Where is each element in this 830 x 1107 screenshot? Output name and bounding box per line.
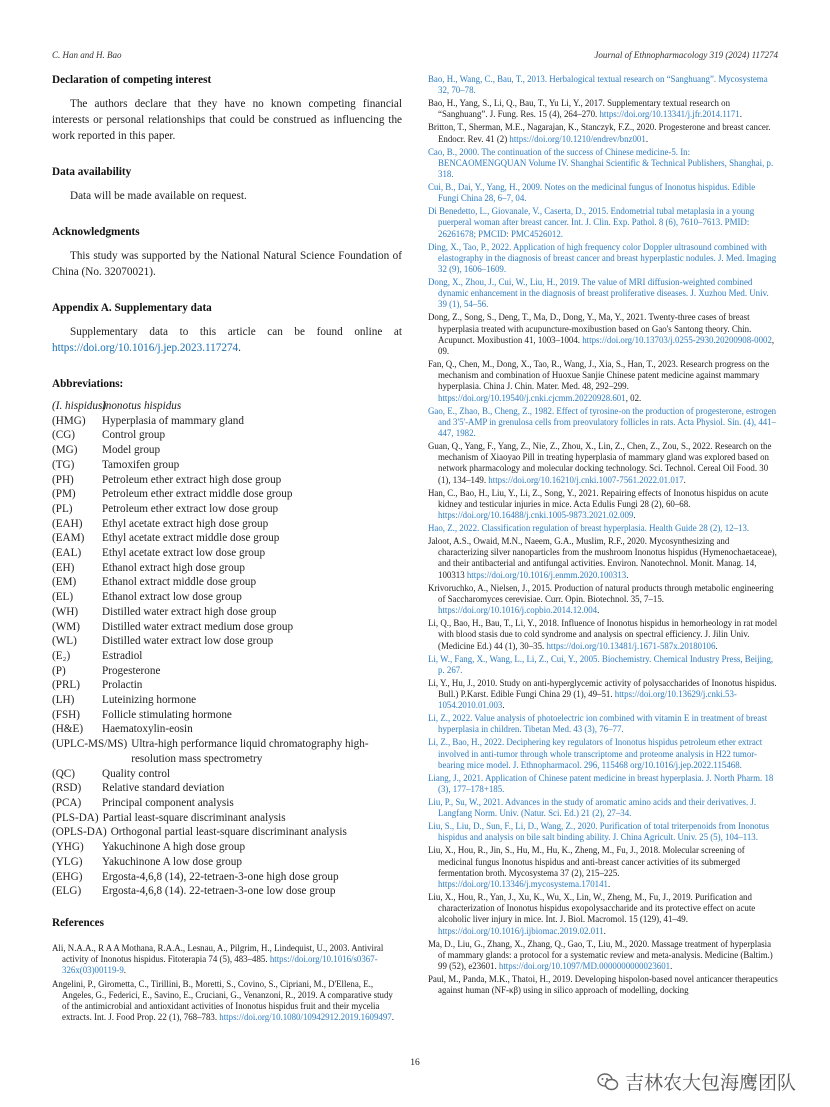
reference-item: Jaloot, A.S., Owaid, M.N., Naeem, G.A., Muslim, R.F., 2020. Mycosynthesizing and characterizing silver nanoparticles from the mushroom Inonotus hispidus (Hymenochaetaceae), and their antibacterial and antifungal activities. Environ. Nanotechnol. Monit. Manag. 14, 100313 https://doi.org/10.1016/j.enmm.2020.100313. — [428, 536, 777, 580]
reference-item: Li, Z., 2022. Value analysis of photoelectric ion combined with vitamin E in treatment of breast hyperplasia in children. Tibetan Med. 43 (3), 76–77. — [428, 713, 768, 735]
wechat-icon — [597, 1072, 619, 1092]
abbreviation-item — [52, 811, 402, 826]
abbreviation-definition: Tamoxifen group — [102, 458, 180, 471]
abbreviation-key: (PH) — [52, 473, 74, 486]
abbreviation-item — [52, 502, 402, 517]
reference-item: Liang, J., 2021. Application of Chinese patent medicine in breast hyperplasia. J. North Pharm. 18 (3), 177–178+185. — [428, 772, 774, 794]
section-heading: Appendix A. Supplementary data — [52, 302, 212, 314]
abbreviation-definition: Luteinizing hormone — [102, 694, 197, 707]
section-heading: References — [52, 916, 104, 929]
abbreviation-key: (PL) — [52, 502, 73, 515]
abbreviation-key: (EH) — [52, 561, 75, 574]
reference-item: Cao, B., 2000. The continuation of the success of Chinese medicine-5. In: BENCAOMENGQUAN Volume IV. Shanghai Scientific & Technical Publishers, Shanghai, p. 318. — [428, 146, 774, 180]
section-heading: Declaration of competing interest — [52, 74, 212, 86]
abbreviation-definition: Ethyl acetate extract middle dose group — [102, 532, 280, 545]
doi-link[interactable]: https://doi.org/10.1016/s0367-326x(03)00119-9 — [62, 954, 378, 976]
reference-list-left — [52, 943, 402, 1023]
abbreviation-item — [52, 693, 402, 708]
abbreviation-definition: Inonotus hispidus — [102, 400, 182, 412]
abbreviation-key: (PCA) — [52, 796, 82, 809]
abbreviation-definition: Orthogonal partial least-square discriminant analysis — [110, 826, 347, 839]
abbreviation-key: (YLG) — [52, 855, 83, 868]
reference-item: Guan, Q., Yang, F., Yang, Z., Nie, Z., Zhou, X., Lin, Z., Chen, Z., Zou, S., 2022. Research on the mechanism of Xiaoyao Pill in treating hyperplasia of mammary gland was explored based on network pharmacology and molecular docking technology. Sci. Technol. Cereal Oil Food. 30 (1), 134–149. https://doi.org/10.16210/j.cnki.1007-7561.2022.01.017. — [428, 441, 772, 485]
abbreviation-definition: Ethyl acetate extract high dose group — [102, 517, 269, 530]
data-availability-section — [52, 166, 402, 204]
left-column — [52, 74, 402, 1035]
doi-link[interactable]: https://doi.org/10.13346/j.mycosystema.170141 — [438, 878, 608, 889]
doi-link[interactable]: https://doi.org/10.13703/j.0255-2930.20200908-0002 — [582, 334, 772, 345]
abbreviation-definition: Petroleum ether extract high dose group — [102, 473, 282, 486]
reference-item: Liu, P., Su, W., 2021. Advances in the study of aromatic amino acids and their derivatives. J. Langfang Norm. Univ. (Natur. Sci. Ed.) 21 (2), 27–34. — [428, 796, 757, 819]
abbreviation-item — [52, 546, 402, 561]
abbreviation-item — [52, 825, 402, 840]
abbreviation-definition: Yakuchinone A low dose group — [102, 855, 242, 868]
section-text: Supplementary data to this article can be found online at https://doi.org/10.1016/j.jep.2023.117274. — [52, 326, 402, 354]
doi-link[interactable]: https://doi.org/10.13481/j.1671-587x.20180106 — [546, 640, 716, 651]
reference-item: Bao, H., Yang, S., Li, Q., Bau, T., Yu Li, Y., 2017. Supplementary textual research on “Sanghuang”. J. Fung. Res. 15 (4), 264–270. https://doi.org/10.13341/j.jfr.2014.1171. — [428, 98, 742, 120]
reference-item: Di Benedetto, L., Giovanale, V., Caserta, D., 2015. Endometrial tubal metaplasia in a young puerperal woman after breast cancer. Int. J. Clin. Exp. Pathol. 8 (6), 7610–7613. PMID: 26261678; PMCID: PMC4526012. — [428, 206, 755, 239]
reference-item: Liu, S., Liu, D., Sun, F., Li, D., Wang, Z., 2020. Purification of total triterpenoids from Inonotus hispidus and analysis on bile salt binding ability. J. China Agricult. Univ. 25 (5), 104–113. — [428, 821, 770, 843]
abbreviation-key: (WM) — [52, 620, 80, 633]
doi-link[interactable]: https://doi.org/10.16488/j.cnki.1005-9873.2021.02.009 — [438, 510, 634, 521]
abbreviation-key: (RSD) — [52, 782, 82, 795]
doi-link[interactable]: https://doi.org/10.13629/j.cnki.53-1054.2010.01.003 — [438, 688, 737, 711]
abbreviation-key: (H&E) — [52, 723, 84, 736]
abbreviation-item — [52, 473, 402, 488]
abbreviation-key: (EHG) — [52, 870, 83, 883]
doi-link[interactable]: https://doi.org/10.1097/MD.0000000000023601 — [498, 960, 671, 971]
abbreviation-key: (FSH) — [52, 708, 80, 721]
page-number: 16 — [410, 1058, 420, 1068]
abbreviation-key: (I. hispidus) — [52, 400, 107, 412]
reference-item: Ding, X., Tao, P., 2022. Application of high frequency color Doppler ultrasound combined with elastography in the diagnosis of breast cancer and breast hyperplastic nodules. J. Med. Imaging 32 (9), 1606–1609. — [428, 241, 777, 275]
reference-item: Li, W., Fang, X., Wang, L., Li, Z., Cui, Y., 2005. Biochemistry. Chemical Industry Press, Beijing, p. 267. — [428, 653, 774, 675]
running-header-authors: C. Han and H. Bao — [52, 50, 122, 60]
abbreviation-key: (EL) — [52, 591, 74, 604]
references-section — [52, 917, 402, 1023]
abbreviation-definition: Ultra-high performance liquid chromatography high-resolution mass spectrometry — [131, 738, 369, 765]
watermark-text: 吉林农大包海鹰团队 — [625, 1072, 797, 1094]
abbreviation-key: (WL) — [52, 635, 77, 648]
abbreviation-key: (OPLS-DA) — [52, 826, 107, 839]
reference-item: Hao, Z., 2022. Classification regulation of breast hyperplasia. Health Guide 28 (2), 12–13. — [428, 523, 750, 534]
reference-item: Fan, Q., Chen, M., Dong, X., Tao, R., Wang, J., Xia, S., Han, T., 2023. Research progress on the mechanism and combination of Huoxue Sanjie Chinese patent medicine against mammary hyperplasia. China J. Chin. Mater. Med. 48, 292–299. https://doi.org/10.19540/j.cnki.cjcmm.20220928.601, 02. — [428, 359, 770, 403]
reference-item: Paul, M., Panda, M.K., Thatoi, H., 2019. Developing hispolon-based novel anticancer therapeutics against human (NF-κβ) using in silico approach of modelling, docking — [428, 973, 778, 996]
abbreviation-item — [52, 722, 402, 737]
abbreviation-definition: Model group — [102, 444, 161, 457]
abbreviation-definition: Quality control — [102, 767, 171, 780]
doi-link[interactable]: https://doi.org/10.1016/j.ijbiomac.2019.02.011 — [438, 925, 604, 936]
abbreviation-item — [52, 443, 402, 458]
abbreviation-key: (E₂) — [52, 649, 71, 662]
abbreviation-definition: Ethanol extract middle dose group — [102, 576, 257, 589]
abbreviation-definition: Distilled water extract low dose group — [102, 635, 274, 648]
acknowledgments-section — [52, 226, 402, 280]
abbreviation-item — [52, 620, 402, 635]
reference-item: Dong, Z., Song, S., Deng, T., Ma, D., Dong, Y., Ma, Y., 2021. Twenty-three cases of breast hyperplasia treated with acupuncture-moxibustion based on Gao's Santong theory. Chin. Acupunct. Moxibustion 41, 1003–1004. https://doi.org/10.13703/j.0255-2930.20200908-0002, 09. — [428, 312, 775, 357]
abbreviation-key: (TG) — [52, 458, 75, 471]
section-text: Data will be made available on request. — [70, 190, 247, 202]
supplementary-data-link[interactable]: https://doi.org/10.1016/j.jep.2023.117274 — [52, 342, 239, 354]
abbreviation-definition: Follicle stimulating hormone — [102, 708, 232, 721]
abbreviation-item — [52, 590, 402, 605]
reference-item: Gao, E., Zhao, B., Cheng, Z., 1982. Effect of tyrosine-on the production of progesterone, estrogen and 3'5'-AMP in grenulosa cells from preovulatory follicles in rats. Acta Physiol. Sin. (4), 441–447, 1982. — [428, 405, 777, 439]
abbreviation-item — [52, 840, 402, 855]
reference-item: Li, Z., Bao, H., 2022. Deciphering key regulators of Inonotus hispidus petroleum ether extract involved in anti-tumor through whole transcriptome and proteome analysis in H22 tumor-bearing mice model. J. Ethnopharmacol. 296, 115468 org/10.1016/j.jep.2022.115468. — [428, 737, 763, 770]
abbreviation-key: (EAH) — [52, 517, 83, 530]
abbreviation-item — [52, 737, 402, 766]
abbreviation-key: (LH) — [52, 694, 75, 707]
abbreviation-key: (PM) — [52, 488, 76, 501]
abbreviation-key: (EAM) — [52, 532, 85, 545]
running-header-journal: Journal of Ethnopharmacology 319 (2024) 117274 — [594, 50, 778, 60]
reference-item: Dong, X., Zhou, J., Cui, W., Liu, H., 2019. The value of MRI diffusion-weighted combined dynamic enhancement in the diagnosis of breast proliferative diseases. J. Xuzhou Med. Univ. 39 (1), 54–56. — [428, 277, 769, 310]
section-heading: Data availability — [52, 166, 132, 178]
abbreviation-item — [52, 796, 402, 811]
abbreviation-item — [52, 517, 402, 532]
abbreviation-key: (WH) — [52, 605, 79, 618]
section-text: The authors declare that they have no known competing financial interests or personal relationships that could be construed as influencing the work reported in this paper. — [52, 98, 402, 142]
abbreviation-key: (PRL) — [52, 679, 80, 692]
abbreviation-key: (QC) — [52, 767, 75, 780]
abbreviation-item — [52, 487, 402, 502]
abbreviation-key: (EM) — [52, 576, 77, 589]
reference-item: Li, Y., Hu, J., 2010. Study on anti-hyperglycemic activity of polysaccharides of Inonotus hispidus. Bull.) P.Karst. Edible Fungi China 29 (1), 49–51. https://doi.org/10.13629/j.cnki.53-1054.2010.01.003. — [428, 677, 777, 711]
reference-item: Britton, T., Sherman, M.E., Nagarajan, K., Stanczyk, F.Z., 2020. Progesterone and breast cancer. Endocr. Rev. 41 (2) https://doi.org/10.1210/endrev/bnz001. — [428, 122, 771, 144]
right-column — [428, 74, 778, 998]
abbreviation-item — [52, 708, 402, 723]
abbreviation-definition: Distilled water extract high dose group — [102, 605, 277, 618]
abbreviation-item — [52, 649, 402, 664]
abbreviation-item — [52, 767, 402, 782]
abbreviations-section — [52, 378, 402, 899]
abbreviation-definition: Ergosta-4,6,8 (14). 22-tetraen-3-one low dose group — [102, 885, 336, 898]
reference-item: Liu, X., Hou, R., Yan, J., Xu, K., Wu, X., Lin, W., Zheng, M., Fu, J., 2019. Purification and characterization of Inonotus hispidus exopolysaccharide and its protective effect on acute alcoholic liver injury in mice. Int. J. Biol. Macromol. 15 (129), 41–49. https://doi.org/10.1016/j.ijbiomac.2019.02.011. — [428, 891, 756, 936]
abbreviation-key: (CG) — [52, 429, 75, 442]
reference-item: Han, C., Bao, H., Liu, Y., Li, Z., Song, Y., 2021. Repairing effects of Inonotus hispidus on acute kidney and testicular injuries in mice. Acta Edulis Fungi 28 (2), 60–68. https://doi.org/10.16488/j.cnki.1005-9873.2021.02.009. — [428, 487, 769, 521]
abbreviation-key: (ELG) — [52, 885, 82, 898]
abbreviation-definition: Petroleum ether extract middle dose group — [102, 488, 293, 501]
reference-item: Angelini, P., Girometta, C., Tirillini, B., Moretti, S., Covino, S., Cipriani, M., D'Ellena, E., Angeles, G., Federici, E., Savino, E., Cruciani, G., Venanzoni, R., 2019. A comparative study of the antimicrobial and antioxidant activities of Inonotus hispidus fruit and their mycelia extracts. Int. J. Food Prop. 22 (1), 768–783. https://doi.org/10.1080/10942912.2019.1609497. — [52, 978, 394, 1023]
abbreviation-key: (UPLC-MS/MS) — [52, 738, 128, 751]
section-text: This study was supported by the National Natural Science Foundation of China (No. 32070021). — [52, 250, 402, 278]
doi-link[interactable]: https://doi.org/10.13341/j.jfr.2014.1171 — [599, 109, 740, 120]
abbreviation-definition: Ethanol extract high dose group — [102, 561, 245, 574]
reference-item: Ma, D., Liu, G., Zhang, X., Zhang, Q., Gao, T., Liu, M., 2020. Massage treatment of hyperplasia of mammary glands: a protocol for a systematic review and meta-analysis. Medicine (Baltim.) 99 (52), e23601. https://doi.org/10.1097/MD.0000000000023601. — [428, 938, 773, 971]
abbreviation-item — [52, 531, 402, 546]
abbreviation-item — [52, 855, 402, 870]
reference-item: Cui, B., Dai, Y., Yang, H., 2009. Notes on the medicinal fungus of Inonotus hispidus. Edible Fungi China 28, 6–7, 04. — [428, 182, 756, 204]
abbreviation-definition: Ethyl acetate extract low dose group — [102, 547, 266, 560]
abbreviation-item — [52, 414, 402, 429]
abbreviation-key: (EAL) — [52, 547, 82, 560]
abbreviation-definition: Progesterone — [102, 664, 161, 677]
abbreviation-item — [52, 664, 402, 679]
doi-link[interactable]: https://doi.org/10.19540/j.cnki.cjcmm.20220928.601 — [438, 392, 626, 403]
reference-item: Liu, X., Hou, R., Jin, S., Hu, M., Hu, K., Zheng, M., Fu, J., 2018. Molecular screening of medicinal fungus Inonotus hispidus and anti-breast cancer activities of its submerged fermentation broth. Mycosystema 37 (2), 215–225. https://doi.org/10.13346/j.mycosystema.170141. — [428, 845, 745, 889]
reference-item: Bao, H., Wang, C., Bau, T., 2013. Herbalogical textual research on “Sanghuang”. Mycosystema 32, 70–78. — [428, 74, 768, 96]
abbreviation-item — [52, 884, 402, 899]
abbreviation-key: (YHG) — [52, 841, 84, 854]
abbreviation-definition: Relative standard deviation — [102, 782, 225, 795]
abbreviation-key: (HMG) — [52, 414, 86, 427]
reference-item: Krivoruchko, A., Nielsen, J., 2015. Production of natural products through metabolic engineering of Saccharomyces cerevisiae. Curr. Opin. Biotechnol. 35, 7–15. https://doi.org/10.1016/j.copbio.2014.12.004. — [428, 582, 774, 616]
abbreviation-definition: Haematoxylin-eosin — [102, 723, 193, 736]
doi-link[interactable]: https://doi.org/10.1016/j.copbio.2014.12.004 — [438, 605, 598, 616]
doi-link[interactable]: https://doi.org/10.1016/j.enmm.2020.100313 — [466, 569, 627, 580]
doi-link[interactable]: org/10.1016/j.jep.2022.115468 — [630, 759, 740, 770]
abbreviation-definition: Principal component analysis — [102, 796, 234, 809]
abbreviation-item — [52, 428, 402, 443]
reference-item: Li, Q., Bao, H., Bau, T., Li, Y., 2018. Influence of Inonotus hispidus in hemorheology in rat model with blood stasis due to cold syndrome and analysis on spectral efficiency. J. Jilin Univ. (Medicine Ed.) 44 (1), 30–35. https://doi.org/10.13481/j.1671-587x.20180106. — [428, 618, 778, 651]
abbreviations-list — [52, 399, 402, 899]
abbreviation-item — [52, 781, 402, 796]
abbreviation-definition: Distilled water extract medium dose group — [102, 620, 294, 633]
abbreviation-item — [52, 399, 402, 414]
abbreviation-definition: Petroleum ether extract low dose group — [102, 502, 279, 515]
doi-link[interactable]: https://doi.org/10.16210/j.cnki.1007-7561.2022.01.017 — [488, 474, 684, 485]
competing-interest-section — [52, 74, 402, 144]
abbreviation-definition: Hyperplasia of mammary gland — [102, 414, 244, 427]
abbreviation-item — [52, 678, 402, 693]
abbreviation-item — [52, 605, 402, 620]
watermark — [597, 1068, 796, 1095]
doi-link[interactable]: https://doi.org/10.1080/10942912.2019.1609497 — [219, 1012, 392, 1023]
abbreviation-definition: Partial least-square discriminant analysis — [102, 811, 286, 824]
abbreviation-definition: Control group — [102, 429, 166, 442]
section-heading: Abbreviations: — [52, 378, 124, 390]
abbreviation-item — [52, 870, 402, 885]
appendix-section — [52, 302, 402, 356]
abbreviation-item — [52, 575, 402, 590]
abbreviation-definition: Estradiol — [102, 649, 143, 662]
abbreviation-key: (P) — [52, 664, 66, 677]
doi-link[interactable]: https://doi.org/10.1210/endrev/bnz001 — [509, 133, 646, 144]
abbreviation-key: (PLS-DA) — [52, 811, 99, 824]
abbreviation-definition: Yakuchinone A high dose group — [102, 841, 246, 854]
abbreviation-definition: Ethanol extract low dose group — [102, 591, 242, 604]
abbreviation-item — [52, 458, 402, 473]
reference-list-right — [428, 74, 778, 996]
abbreviation-item — [52, 561, 402, 576]
abbreviation-item — [52, 634, 402, 649]
abbreviation-key: (MG) — [52, 444, 78, 457]
section-heading: Acknowledgments — [52, 226, 140, 238]
abbreviation-definition: Ergosta-4,6,8 (14), 22-tetraen-3-one high dose group — [102, 870, 339, 883]
reference-item: Ali, N.A.A., R A A Mothana, R.A.A., Lesnau, A., Pilgrim, H., Lindequist, U., 2003. Antiviral activity of Inonotus hispidus. Fitoterapia 74 (5), 483–485. https://doi.org/10.1016/s0367-326x(03)00119-9. — [52, 942, 384, 976]
abbreviation-definition: Prolactin — [102, 679, 143, 692]
